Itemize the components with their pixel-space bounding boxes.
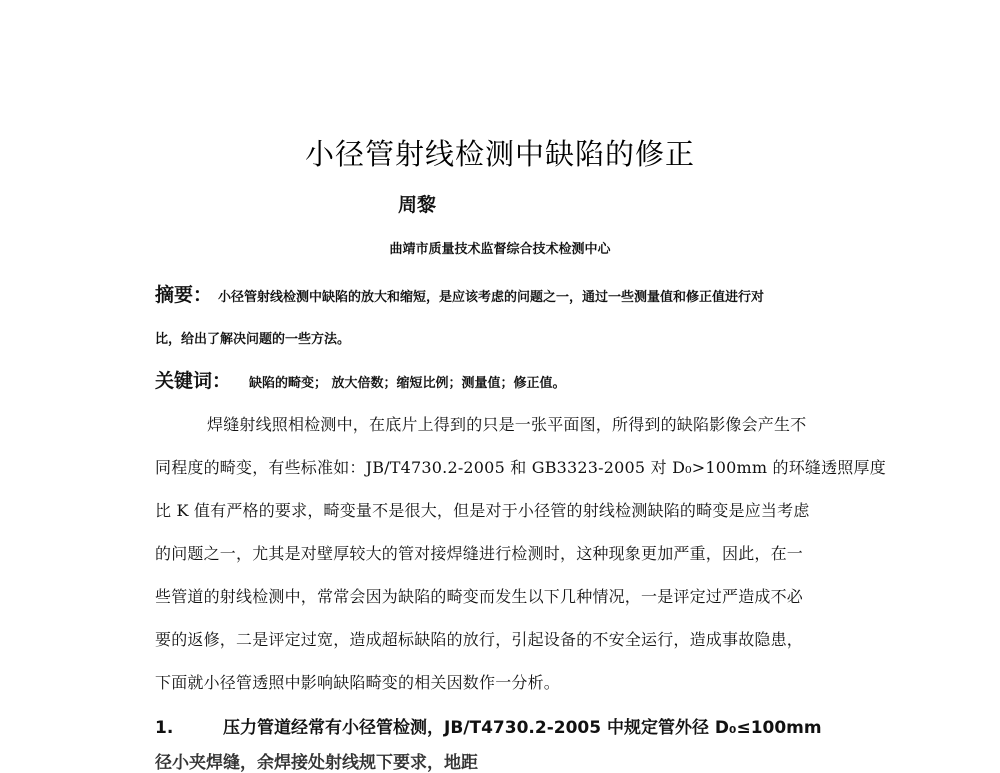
body-line-6: 要的返修，二是评定过宽，造成超标缺陷的放行，引起设备的不安全运行，造成事故隐患， [155, 630, 804, 649]
section-1-text: 压力管道经常有小径管检测，JB/T4730.2-2005 中规定管外径 D₀≤100mm [223, 718, 822, 738]
keywords-text: 缺陷的畸变； 放大倍数；缩短比例；测量值；修正值。 [249, 376, 566, 391]
abstract-text-line-2: 比，给出了解决问题的一些方法。 [155, 332, 351, 347]
body-line-3: 比 K 值有严格的要求，畸变量不是很大，但是对于小径管的射线检测缺陷的畸变是应当考虑 [155, 501, 810, 520]
document-title: 小径管射线检测中缺陷的修正 [304, 137, 695, 171]
keywords-label: 关键词： [155, 370, 232, 392]
abstract-label: 摘要： [155, 284, 213, 306]
keywords-line [155, 366, 566, 393]
abstract-paragraph [155, 280, 764, 307]
author-affiliation: 曲靖市质量技术监督综合技术检测中心 [389, 242, 611, 257]
section-1-heading [155, 713, 822, 738]
author-name: 周黎 [398, 194, 437, 216]
abstract-text-line-1: 小径管射线检测中缺陷的放大和缩短，是应该考虑的问题之一，通过一些测量值和修正值进行对 [218, 290, 765, 305]
body-line-1: 焊缝射线照相检测中，在底片上得到的只是一张平面图，所得到的缺陷影像会产生不 [207, 415, 807, 434]
body-line-5: 些管道的射线检测中，常常会因为缺陷的畸变而发生以下几种情况，一是评定过严造成不必 [155, 587, 804, 606]
body-line-4: 的问题之一，尤其是对壁厚较大的管对接焊缝进行检测时，这种现象更加严重，因此，在一 [155, 544, 804, 563]
body-line-7: 下面就小径管透照中影响缺陷畸变的相关因数作一分析。 [155, 673, 561, 692]
body-line-2: 同程度的畸变，有些标准如：JB/T4730.2-2005 和 GB3323-2005 对 D₀>100mm 的环缝透照厚度 [155, 458, 886, 477]
section-1-continuation: 径小夹焊缝，余焊接处射线规下要求，地距 [155, 753, 478, 773]
section-1-number: 1. [155, 718, 174, 738]
